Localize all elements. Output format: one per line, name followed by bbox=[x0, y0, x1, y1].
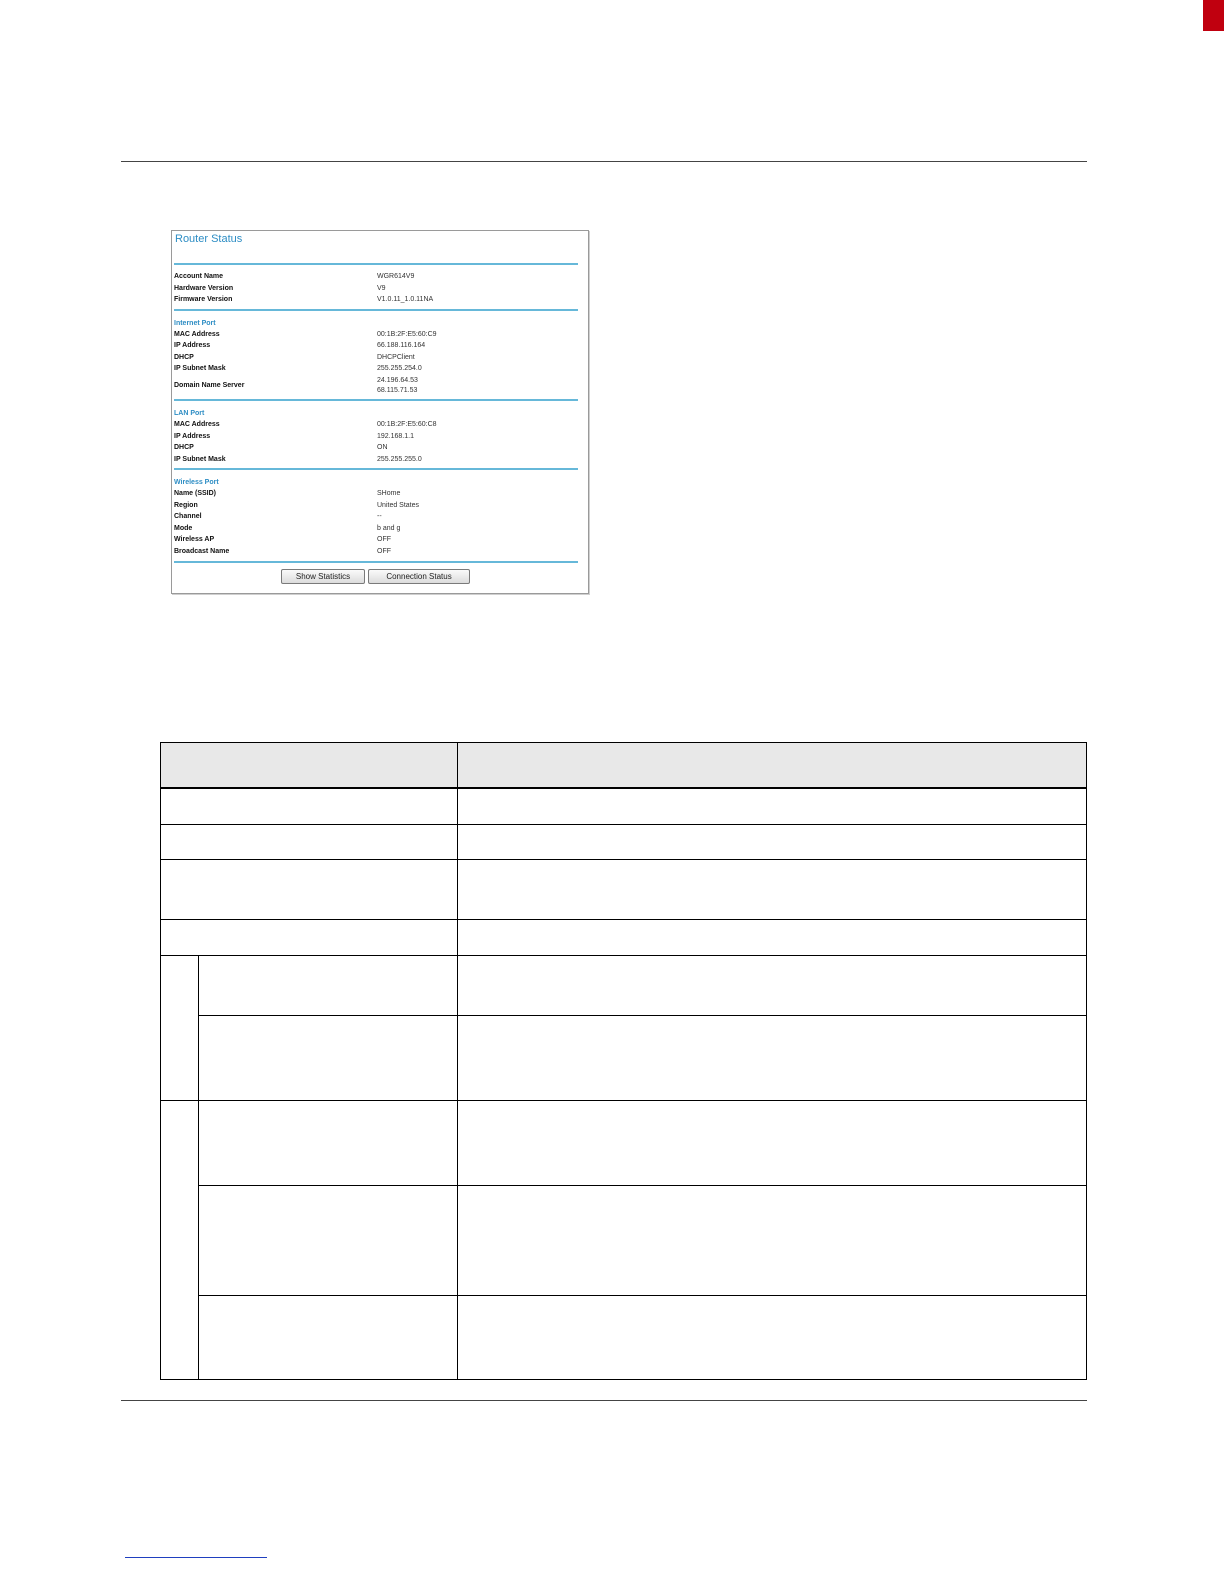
row-value: 192.168.1.1 bbox=[377, 433, 414, 440]
table-header-description bbox=[458, 743, 1087, 789]
row-label: Domain Name Server bbox=[174, 382, 245, 389]
section-divider bbox=[174, 309, 578, 311]
footer-rule bbox=[121, 1400, 1087, 1401]
row-domain-name-server bbox=[174, 375, 578, 397]
table-cell bbox=[199, 1015, 458, 1100]
row-label: IP Subnet Mask bbox=[174, 365, 226, 372]
row-label: DHCP bbox=[174, 444, 194, 451]
router-status-title: Router Status bbox=[175, 233, 243, 245]
section-divider bbox=[174, 561, 578, 563]
table-cell bbox=[458, 919, 1087, 955]
router-status-panel bbox=[171, 230, 589, 594]
row-value: OFF bbox=[377, 548, 391, 555]
row-value: 66.188.116.164 bbox=[377, 342, 426, 349]
table-cell bbox=[199, 1295, 458, 1379]
table-header-field bbox=[161, 743, 458, 789]
row-wireless-ssid bbox=[174, 488, 578, 499]
row-internet-ip bbox=[174, 340, 578, 351]
table-cell bbox=[161, 788, 458, 824]
table-row bbox=[161, 955, 1087, 1015]
row-value: b and g bbox=[377, 525, 401, 532]
row-wireless-ap bbox=[174, 534, 578, 545]
row-internet-dhcp bbox=[174, 352, 578, 363]
table-row bbox=[161, 1015, 1087, 1100]
row-firmware-version bbox=[174, 294, 578, 305]
row-value: 00:1B:2F:E5:60:C9 bbox=[377, 331, 437, 338]
table-row bbox=[161, 859, 1087, 919]
table-cell bbox=[458, 824, 1087, 859]
row-value: OFF bbox=[377, 536, 391, 543]
row-value: 255.255.254.0 bbox=[377, 365, 422, 372]
show-statistics-button[interactable]: Show Statistics bbox=[281, 569, 365, 584]
footer-link-underline[interactable] bbox=[125, 1557, 267, 1558]
connection-status-button[interactable]: Connection Status bbox=[368, 569, 470, 584]
row-hardware-version bbox=[174, 283, 578, 294]
table-cell bbox=[458, 1185, 1087, 1295]
row-value: DHCPClient bbox=[377, 354, 415, 361]
corner-tab bbox=[1203, 0, 1224, 31]
table-row bbox=[161, 788, 1087, 824]
row-value: 255.255.255.0 bbox=[377, 456, 422, 463]
row-label: Region bbox=[174, 502, 198, 509]
table-cell bbox=[458, 955, 1087, 1015]
table-row bbox=[161, 1100, 1087, 1185]
row-value: United States bbox=[377, 502, 420, 509]
table-group-gutter bbox=[161, 955, 199, 1100]
table-group-gutter bbox=[161, 1100, 199, 1379]
row-value: -- bbox=[377, 513, 382, 520]
row-wireless-mode bbox=[174, 523, 578, 534]
row-value: ON bbox=[377, 444, 388, 451]
table-cell bbox=[199, 1100, 458, 1185]
row-label: IP Address bbox=[174, 433, 211, 440]
row-value: SHome bbox=[377, 490, 401, 497]
table-cell bbox=[458, 1100, 1087, 1185]
row-value: 24.196.64.53 bbox=[377, 377, 418, 384]
row-label: Channel bbox=[174, 513, 202, 520]
row-lan-mac bbox=[174, 419, 578, 430]
row-label: IP Address bbox=[174, 342, 211, 349]
table-header-row bbox=[161, 743, 1087, 789]
row-label: IP Subnet Mask bbox=[174, 456, 226, 463]
row-value-secondary: 68.115.71.53 bbox=[377, 387, 418, 394]
row-value: 00:1B:2F:E5:60:C8 bbox=[377, 421, 437, 428]
row-account-name bbox=[174, 271, 578, 282]
row-label: Wireless AP bbox=[174, 536, 215, 543]
row-label: Name (SSID) bbox=[174, 490, 217, 497]
row-lan-dhcp bbox=[174, 442, 578, 453]
lan-port-heading: LAN Port bbox=[174, 410, 205, 417]
table-cell bbox=[161, 859, 458, 919]
table-cell bbox=[161, 919, 458, 955]
row-label: Mode bbox=[174, 525, 193, 532]
row-value: WGR614V9 bbox=[377, 273, 415, 280]
row-label: Account Name bbox=[174, 273, 224, 280]
section-divider bbox=[174, 468, 578, 470]
row-label: MAC Address bbox=[174, 331, 220, 338]
row-lan-ip bbox=[174, 431, 578, 442]
table-row bbox=[161, 1185, 1087, 1295]
table-cell bbox=[161, 824, 458, 859]
table-cell bbox=[458, 1015, 1087, 1100]
row-label: Hardware Version bbox=[174, 285, 234, 292]
row-label: Firmware Version bbox=[174, 296, 233, 303]
internet-port-heading: Internet Port bbox=[174, 320, 216, 327]
row-internet-mac bbox=[174, 329, 578, 340]
row-label: Broadcast Name bbox=[174, 548, 230, 555]
row-broadcast-name bbox=[174, 546, 578, 557]
table-row bbox=[161, 919, 1087, 955]
section-divider bbox=[174, 263, 578, 265]
row-label: DHCP bbox=[174, 354, 194, 361]
table-cell bbox=[199, 1185, 458, 1295]
table-cell bbox=[458, 859, 1087, 919]
row-lan-subnet bbox=[174, 454, 578, 465]
table-row bbox=[161, 1295, 1087, 1379]
field-description-table bbox=[160, 742, 1087, 1380]
table-cell bbox=[458, 1295, 1087, 1379]
row-internet-subnet bbox=[174, 363, 578, 374]
table-cell bbox=[199, 955, 458, 1015]
table-cell bbox=[458, 788, 1087, 824]
row-label: MAC Address bbox=[174, 421, 220, 428]
wireless-port-heading: Wireless Port bbox=[174, 479, 219, 486]
table-row bbox=[161, 824, 1087, 859]
section-divider bbox=[174, 399, 578, 401]
header-rule bbox=[121, 161, 1087, 162]
row-value: V1.0.11_1.0.11NA bbox=[377, 296, 434, 303]
row-wireless-channel bbox=[174, 511, 578, 522]
row-wireless-region bbox=[174, 500, 578, 511]
row-value: V9 bbox=[377, 285, 386, 292]
